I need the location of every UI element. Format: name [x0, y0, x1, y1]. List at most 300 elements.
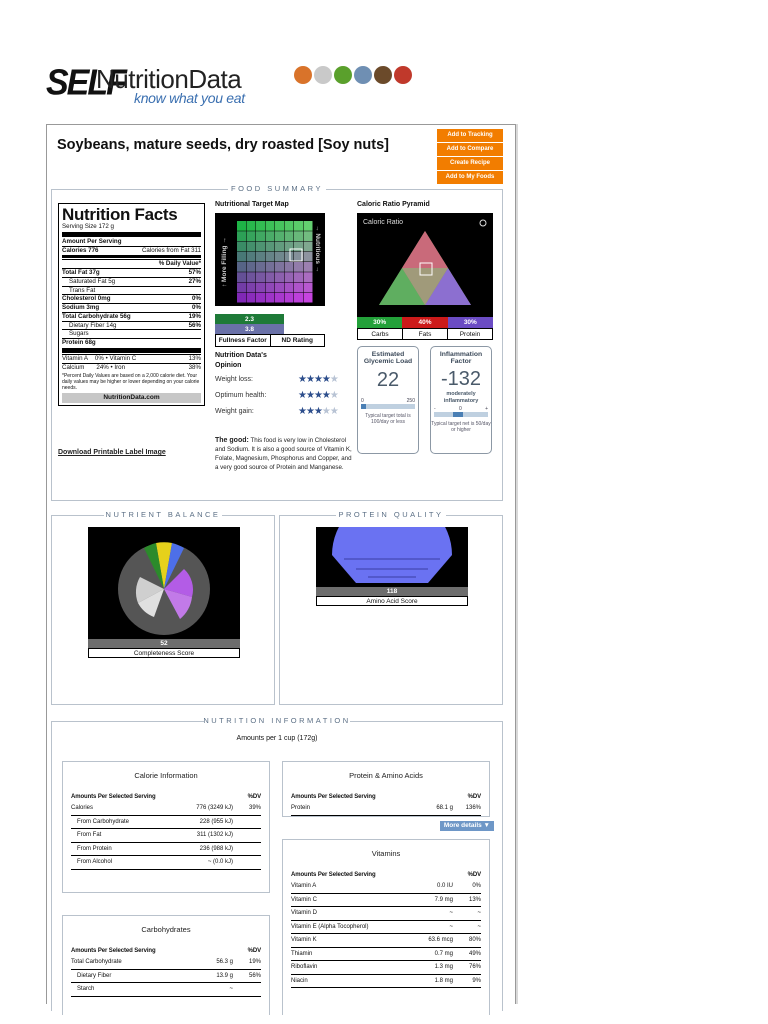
- opinion-heading: Nutrition Data's Opinion: [215, 352, 267, 369]
- star-icon: ★: [298, 374, 306, 385]
- nd-score: 3.8: [215, 324, 284, 334]
- protein-table-header: [291, 794, 481, 800]
- glycemic-bar-fill: [361, 404, 366, 409]
- carbs-label: Carbs: [358, 329, 403, 339]
- side-action-buttons: [437, 129, 503, 185]
- protein-more-details-button[interactable]: More details ▼: [440, 821, 494, 831]
- protein-pct: 30%: [448, 317, 493, 328]
- row-amount: ~: [229, 986, 233, 993]
- glycemic-bar: [361, 404, 415, 409]
- pyramid-top: [402, 231, 448, 268]
- row-label: Total Carbohydrate: [71, 959, 122, 966]
- row-label: Vitamin K: [291, 937, 317, 944]
- target-map-cell: [237, 262, 246, 272]
- star-icon: ★: [313, 406, 322, 417]
- row-label: Vitamin E (Alpha Tocopherol): [291, 923, 369, 930]
- star-rating: [298, 406, 338, 417]
- label-brand: NutritionData.com: [62, 393, 201, 403]
- row-amount: 63.6 mcg: [428, 937, 453, 944]
- completeness-score-value: 52: [88, 639, 240, 648]
- carbohydrate-rows: [63, 956, 269, 997]
- table-row: [291, 934, 481, 948]
- target-map-cell: [247, 293, 256, 303]
- target-map-cell: [237, 283, 246, 293]
- row-dv: 9%: [472, 977, 481, 984]
- target-map-heading: Nutritional Target Map: [215, 201, 289, 208]
- food-summary-heading: FOOD SUMMARY: [231, 184, 323, 193]
- vitamins-table: [282, 839, 490, 1015]
- amino-acid-score-label: Amino Acid Score: [316, 596, 468, 606]
- target-map-cell: [294, 231, 303, 241]
- target-map-cell: [304, 242, 313, 252]
- row-dv: 136%: [465, 805, 481, 812]
- caloric-ratio-strip: [357, 317, 493, 340]
- pyramid-info-icon: [480, 220, 486, 226]
- target-map-grid: [237, 221, 313, 303]
- vitamin-rows: [283, 880, 489, 988]
- table-row: [291, 880, 481, 894]
- target-map-cell: [275, 293, 284, 303]
- table-header-label: Amounts Per Selected Serving: [291, 872, 376, 878]
- target-map-cell: [237, 252, 246, 262]
- row-label: Vitamin D: [291, 910, 317, 917]
- table-header-dv: %DV: [247, 794, 261, 800]
- vitamin-c-label: Vitamin C: [109, 354, 137, 362]
- table-row: [291, 961, 481, 975]
- amino-acid-score-value: 118: [316, 587, 468, 596]
- target-map-cell: [266, 262, 275, 272]
- inflammation-sub: moderately inflammatory: [443, 390, 479, 404]
- row-label: From Fat: [77, 832, 102, 839]
- protein-amino-title: Protein & Amino Acids: [349, 771, 423, 780]
- table-header-label: Amounts Per Selected Serving: [71, 948, 156, 954]
- target-map-cell: [285, 242, 294, 252]
- nutrient-balance-graphic: [88, 527, 240, 639]
- target-map-cell: [285, 293, 294, 303]
- label-nutrient-name: Dietary Fiber 14g: [69, 321, 117, 329]
- target-map-cell: [304, 283, 313, 293]
- row-amount: ~: [449, 923, 453, 930]
- glycemic-load-gauge[interactable]: [357, 346, 419, 454]
- target-map-cell: [275, 252, 284, 262]
- row-dv: 19%: [248, 959, 261, 966]
- row-label: Dietary Fiber: [77, 972, 112, 979]
- target-map-cell: [266, 221, 275, 231]
- nutrition-facts-label: [58, 203, 205, 406]
- star-icon: ★: [329, 374, 338, 385]
- food-icon: [314, 66, 332, 84]
- food-summary-section: [51, 184, 503, 501]
- inflammation-factor-gauge[interactable]: [430, 346, 492, 454]
- target-map-cell: [247, 221, 256, 231]
- fullness-score: 2.3: [215, 314, 284, 324]
- nutritious-text: Nutritious: [314, 233, 321, 265]
- good-label: The good:: [215, 437, 249, 444]
- download-label-link[interactable]: Download Printable Label Image: [58, 449, 166, 456]
- star-icon: ★: [321, 406, 330, 417]
- label-nutrient-name: Cholesterol 0mg: [62, 295, 111, 303]
- protein-rows: [283, 802, 489, 816]
- label-nutrient-row: [62, 277, 201, 286]
- page-title: Soybeans, mature seeds, dry roasted [Soy nuts]: [57, 137, 389, 153]
- nutrition-facts-heading: Nutrition Facts: [62, 205, 178, 224]
- target-map-cell: [285, 262, 294, 272]
- star-icon: ★: [305, 390, 314, 401]
- protein-amino-table: [282, 761, 490, 817]
- daily-value-label: % Daily Value*: [158, 260, 201, 268]
- iron-dv: 38%: [188, 363, 201, 371]
- label-nutrient-name: Protein 68g: [62, 339, 96, 346]
- target-map-cell: [256, 272, 265, 282]
- target-map-cell: [304, 293, 313, 303]
- nutrient-balance-section: [51, 510, 275, 705]
- target-map-cell: [304, 262, 313, 272]
- target-map-cell: [285, 231, 294, 241]
- target-map-cell: [266, 272, 275, 282]
- row-dv: ~: [477, 910, 481, 917]
- label-nutrient-row: [62, 294, 201, 303]
- calories-value: Calories 776: [62, 246, 99, 254]
- target-map-cell: [256, 252, 265, 262]
- table-row: [291, 894, 481, 908]
- site-logo[interactable]: [46, 62, 396, 106]
- nutrition-information-heading: NUTRITION INFORMATION: [203, 716, 351, 725]
- glycemic-scale-max: 250: [406, 397, 415, 404]
- table-row: [291, 921, 481, 935]
- target-map-cell: [294, 293, 303, 303]
- target-map-cell: [285, 252, 294, 262]
- star-icon: ★: [305, 374, 314, 385]
- target-map-cell: [256, 293, 265, 303]
- more-filling-label: ↑ More Filling →: [221, 237, 228, 287]
- food-icon: [294, 66, 312, 84]
- target-map-cell: [266, 283, 275, 293]
- carbohydrates-table-header: [71, 948, 261, 954]
- completeness-score-bar: [88, 639, 240, 658]
- glycemic-note: Typical target total is 100/day or less: [365, 412, 411, 425]
- target-map-cell: [285, 221, 294, 231]
- food-icon: [374, 66, 392, 84]
- pyramid-inner-label: Caloric Ratio: [363, 219, 404, 226]
- table-row: [71, 843, 261, 857]
- target-map-cell: [237, 293, 246, 303]
- star-icon: ★: [298, 406, 306, 417]
- label-nutrient-row: [62, 268, 201, 277]
- row-label: From Carbohydrate: [77, 818, 130, 825]
- nutrient-balance-dial[interactable]: [88, 527, 240, 639]
- target-map-cell: [304, 221, 313, 231]
- table-header-dv: %DV: [467, 872, 481, 878]
- target-map-cell: [256, 262, 265, 272]
- opinion-label: Optimum health:: [215, 392, 267, 399]
- protein-quality-heading: PROTEIN QUALITY: [338, 510, 444, 519]
- row-amount: 228 (955 kJ): [199, 818, 233, 825]
- target-map-cell: [275, 242, 284, 252]
- row-amount: 1.8 mg: [434, 977, 453, 984]
- target-map-cell: [247, 231, 256, 241]
- target-map-cell: [304, 272, 313, 282]
- target-map-cell: [237, 242, 246, 252]
- target-map-cell: [256, 283, 265, 293]
- row-label: Niacin: [291, 977, 308, 984]
- target-map-cell: [247, 283, 256, 293]
- caloric-ratio-pyramid[interactable]: [357, 213, 493, 317]
- nutrient-rows: [62, 268, 201, 347]
- table-header-dv: %DV: [467, 794, 481, 800]
- label-bar: [62, 232, 201, 237]
- target-map-cell: [294, 221, 303, 231]
- glycemic-load-value: 22: [376, 368, 400, 391]
- food-icon: [394, 66, 412, 84]
- row-label: Vitamin A: [291, 883, 317, 890]
- carbs-pct: 30%: [357, 317, 402, 328]
- create-recipe-button[interactable]: Create Recipe: [437, 157, 503, 170]
- calcium-label: Calcium: [62, 363, 85, 371]
- table-row: [291, 975, 481, 989]
- row-label: Thiamin: [291, 950, 313, 957]
- vitamin-row-1: Vitamin A 0% • Vitamin C 13%: [62, 354, 201, 362]
- table-row: [71, 816, 261, 830]
- fullness-score-row: [215, 314, 325, 324]
- carbohydrates-title: Carbohydrates: [141, 925, 191, 934]
- row-dv: 56%: [248, 972, 261, 979]
- inflammation-bar-fill: [453, 412, 463, 417]
- amounts-per-label: Amounts per 1 cup (172g): [236, 735, 318, 742]
- row-label: Starch: [77, 986, 95, 993]
- target-map-cell: [285, 272, 294, 282]
- row-amount: ~ (0.0 kJ): [207, 859, 233, 866]
- label-nutrient-dv: 56%: [188, 321, 201, 329]
- label-nutrient-name: Total Carbohydrate 56g: [62, 312, 131, 320]
- good-summary: [215, 436, 355, 473]
- target-map-cell: [275, 221, 284, 231]
- vitamin-c-dv: 13%: [188, 354, 201, 362]
- vitamins-title: Vitamins: [371, 849, 401, 858]
- completeness-score-label: Completeness Score: [88, 648, 240, 658]
- row-dv: 13%: [468, 896, 481, 903]
- target-map-cell: [275, 231, 284, 241]
- inflammation-bar: [434, 412, 488, 417]
- table-row: [291, 907, 481, 921]
- row-amount: 1.3 mg: [434, 964, 453, 971]
- label-nutrient-dv: 27%: [188, 277, 201, 285]
- label-nutrient-name: Trans Fat: [69, 286, 96, 294]
- calcium-dv: 24%: [96, 363, 109, 371]
- star-icon: ★: [329, 406, 338, 417]
- logo-self-text: SELF: [46, 63, 125, 103]
- label-nutrient-dv: 19%: [188, 312, 201, 320]
- row-label: Riboflavin: [291, 964, 318, 971]
- nutritional-target-map[interactable]: [215, 213, 325, 306]
- calorie-rows: [63, 802, 269, 870]
- iron-label: Iron: [114, 363, 126, 371]
- target-map-cell: [266, 242, 275, 252]
- row-label: Protein: [291, 805, 311, 812]
- target-map-cell: [247, 252, 256, 262]
- vitamin-a-label: Vitamin A: [62, 354, 89, 362]
- row-amount: ~: [449, 910, 453, 917]
- target-map-cell: [266, 231, 275, 241]
- row-dv: 76%: [468, 964, 481, 971]
- label-nutrient-row: [62, 312, 201, 321]
- label-nutrient-row: [62, 303, 201, 312]
- row-dv: 49%: [468, 950, 481, 957]
- inflammation-scale-pos: +: [485, 406, 488, 413]
- target-map-cell: [266, 293, 275, 303]
- add-to-my-foods-button[interactable]: Add to My Foods: [437, 171, 503, 184]
- target-map-cell: [285, 283, 294, 293]
- star-icon: ★: [305, 406, 314, 417]
- target-map-cell: [247, 262, 256, 272]
- vitamins-table-header: [291, 872, 481, 878]
- row-amount: 68.1 g: [436, 805, 453, 812]
- food-icon: [354, 66, 372, 84]
- label-nutrient-dv: 0%: [192, 295, 201, 303]
- glycemic-scale-min: 0: [361, 397, 364, 404]
- carbohydrates-table: [62, 915, 270, 1015]
- main-panel: [46, 124, 516, 1004]
- table-row: [291, 802, 481, 816]
- protein-quality-dial[interactable]: [316, 527, 468, 587]
- logo-tagline: know what you eat: [134, 90, 245, 106]
- row-amount: 236 (988 kJ): [199, 845, 233, 852]
- star-icon: ★: [329, 390, 338, 401]
- good-text: This food is very low in Cholesterol and Sodium. It is also a good source of Vitamin K, Folate, Magnesium, Phosphorus and Copper, and a very good source of Protein and Manganese.: [215, 437, 352, 472]
- target-map-cell: [275, 262, 284, 272]
- table-row: [71, 802, 261, 816]
- star-icon: ★: [298, 390, 306, 401]
- logo-brand-text: NutritionData: [96, 64, 242, 94]
- star-icon: ★: [313, 374, 322, 385]
- row-amount: 0.0 IU: [436, 883, 453, 890]
- more-filling-text: More Filling: [221, 245, 228, 282]
- table-row: [71, 956, 261, 970]
- star-icon: ★: [321, 390, 330, 401]
- table-header-label: Amounts Per Selected Serving: [291, 794, 376, 800]
- nutritious-label: → Nutritious →: [314, 225, 321, 273]
- target-map-cell: [247, 242, 256, 252]
- label-nutrient-row: [62, 321, 201, 330]
- caloric-pyramid-heading: Caloric Ratio Pyramid: [357, 201, 430, 208]
- nd-rating-label: ND Rating: [281, 337, 313, 344]
- star-icon: ★: [313, 390, 322, 401]
- row-label: From Alcohol: [77, 859, 113, 866]
- food-icon: [334, 66, 352, 84]
- nutrient-balance-heading: NUTRIENT BALANCE: [105, 510, 221, 519]
- glycemic-load-title: Estimated Glycemic Load: [363, 351, 413, 366]
- target-map-cell: [256, 221, 265, 231]
- row-amount: 311 (1302 kJ): [196, 832, 233, 839]
- table-row: [291, 948, 481, 962]
- table-row: [71, 829, 261, 843]
- label-nutrient-name: Saturated Fat 5g: [69, 277, 116, 285]
- inflammation-scale-zero: 0: [458, 406, 462, 413]
- row-amount: 7.9 mg: [434, 896, 453, 903]
- target-map-cell: [275, 283, 284, 293]
- calorie-information-title: Calorie Information: [134, 771, 198, 780]
- inflammation-scale-neg: -: [434, 406, 436, 413]
- fats-label: Fats: [403, 329, 448, 339]
- pyramid-graphic: [357, 213, 493, 317]
- label-bar: [62, 348, 201, 353]
- target-map-cell: [256, 231, 265, 241]
- inflammation-value: -132: [440, 367, 482, 390]
- row-dv: 0%: [472, 883, 481, 890]
- target-map-cell: [304, 252, 313, 262]
- vitamin-a-dv: 0%: [94, 354, 104, 362]
- target-map-cell: [247, 272, 256, 282]
- add-to-compare-button[interactable]: Add to Compare: [437, 143, 503, 156]
- target-map-cell: [266, 252, 275, 262]
- label-nutrient-dv: 57%: [188, 269, 201, 276]
- opinion-label: Weight loss:: [215, 376, 253, 383]
- score-labels: [215, 334, 325, 347]
- calories-from-fat: Calories from Fat 311: [141, 246, 201, 254]
- inflammation-title: Inflammation Factor: [439, 351, 483, 366]
- star-rating: [298, 374, 338, 385]
- label-nutrient-dv: 0%: [192, 304, 201, 311]
- target-map-cell: [237, 221, 246, 231]
- nutrition-information-section: [51, 716, 503, 1011]
- table-row: [71, 983, 261, 997]
- table-row: [71, 856, 261, 870]
- amino-fan: [332, 527, 452, 583]
- row-label: From Protein: [77, 845, 112, 852]
- label-nutrient-name: Sugars: [69, 330, 89, 338]
- add-to-tracking-button[interactable]: Add to Tracking: [437, 129, 503, 142]
- table-header-label: Amounts Per Selected Serving: [71, 794, 156, 800]
- label-nutrient-row: [62, 338, 201, 347]
- target-map-scores: [215, 314, 325, 347]
- label-nutrient-row: [62, 329, 201, 338]
- calorie-information-table: [62, 761, 270, 893]
- row-dv: 80%: [468, 937, 481, 944]
- target-map-cell: [294, 272, 303, 282]
- amount-per-serving: Amount Per Serving: [62, 237, 122, 245]
- serving-size: Serving Size 172 g: [62, 223, 114, 230]
- star-rating: [298, 390, 338, 401]
- inflammation-note: Typical target net is 50/day or higher: [431, 421, 491, 434]
- table-row: [71, 970, 261, 984]
- daily-value-header: [62, 259, 201, 268]
- target-map-cell: [294, 283, 303, 293]
- label-bar: [62, 255, 201, 258]
- row-amount: 776 (3249 kJ): [196, 805, 233, 812]
- vitamin-row-2: Calcium 24% • Iron 38%: [62, 363, 201, 371]
- row-label: Vitamin C: [291, 896, 317, 903]
- row-amount: 13.9 g: [216, 972, 233, 979]
- row-dv: 39%: [248, 805, 261, 812]
- row-label: Calories: [71, 805, 94, 812]
- target-map-cell: [237, 231, 246, 241]
- row-amount: 56.3 g: [216, 959, 233, 966]
- target-map-cell: [304, 231, 313, 241]
- table-header-dv: %DV: [247, 948, 261, 954]
- logo-food-icons: [294, 66, 412, 84]
- label-nutrient-row: [62, 286, 201, 295]
- protein-label: Protein: [459, 330, 481, 338]
- label-nutrient-name: Total Fat 37g: [62, 269, 100, 276]
- calories-row: [62, 246, 201, 255]
- label-footnote: *Percent Daily Values are based on a 2,000 calorie diet. Your daily values may be higher or lower depending on your calorie needs.: [62, 373, 200, 392]
- target-map-cell: [294, 262, 303, 272]
- label-nutrient-name: Sodium 3mg: [62, 304, 100, 311]
- opinion-label: Weight gain:: [215, 408, 254, 415]
- fats-pct: 40%: [402, 317, 447, 328]
- calorie-table-header: [71, 794, 261, 800]
- target-map-cell: [256, 242, 265, 252]
- caloric-ratio-values: [357, 317, 493, 328]
